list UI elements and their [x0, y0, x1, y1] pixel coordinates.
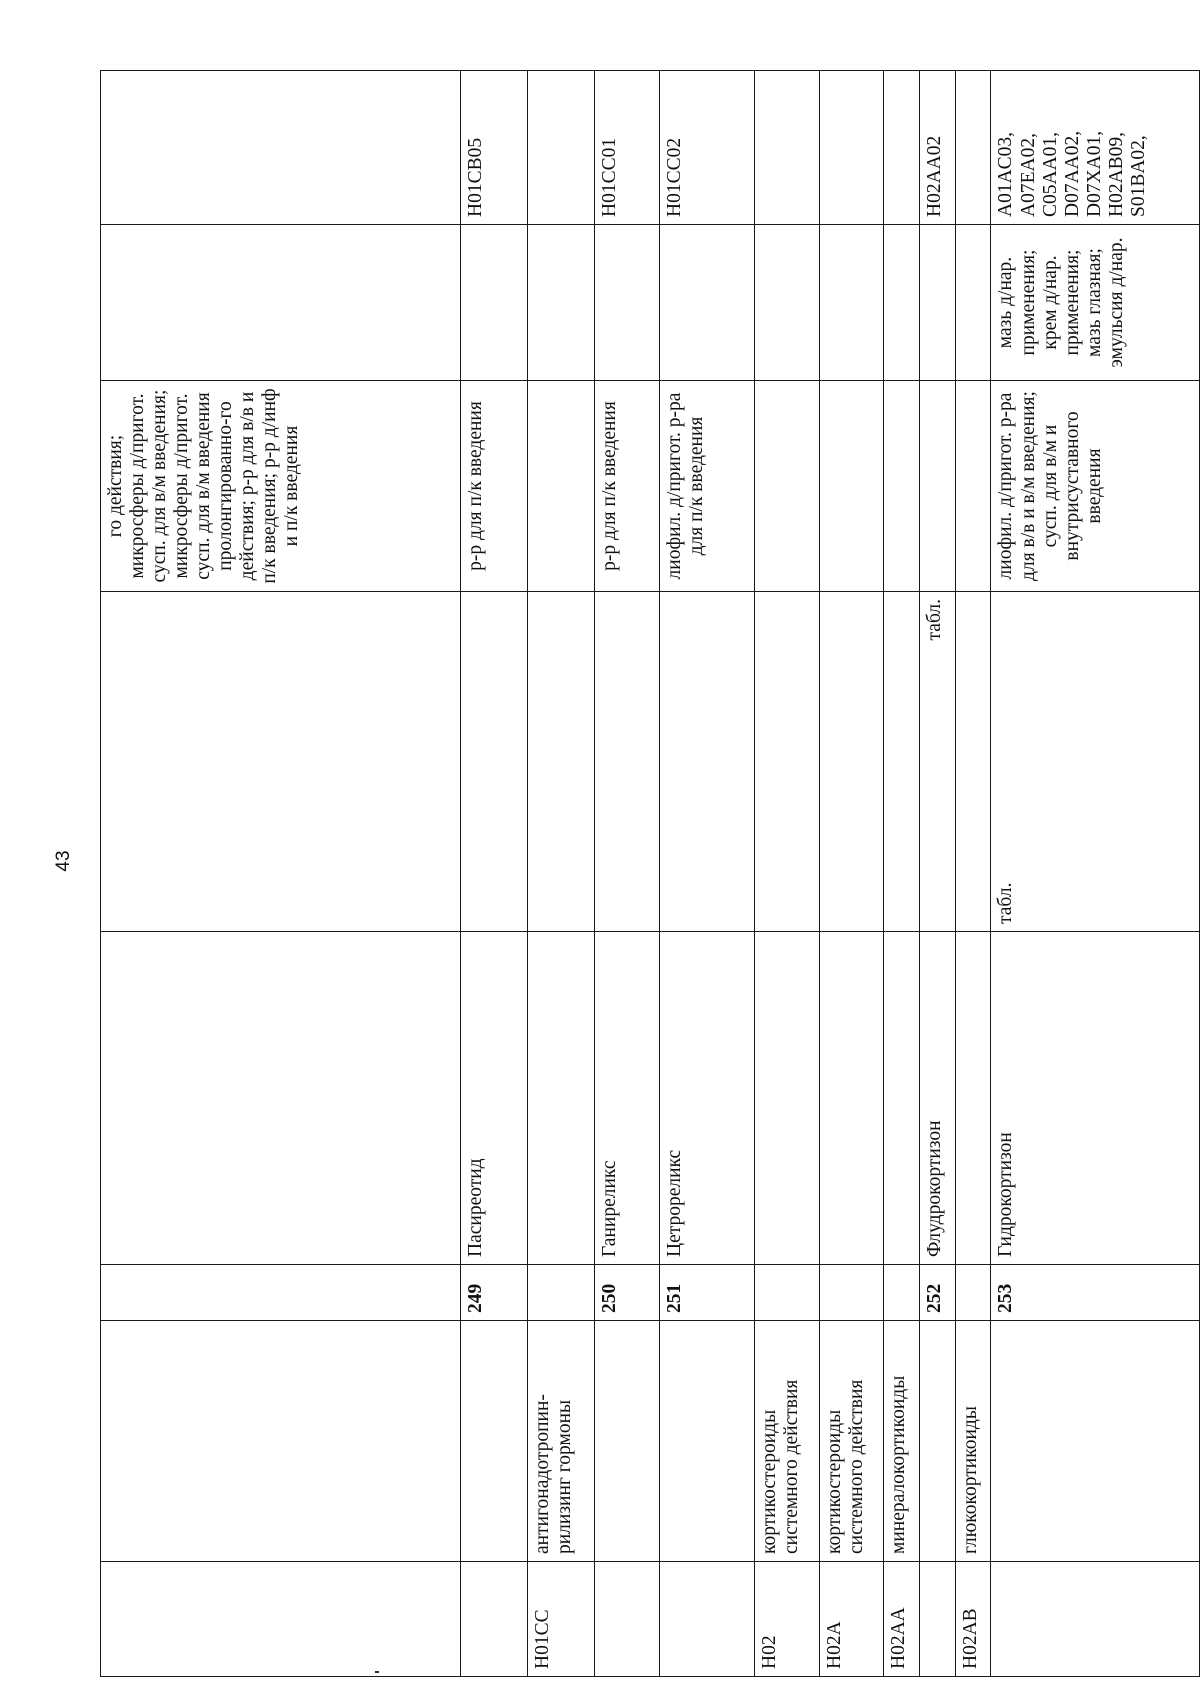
atc-group-code-cell: H02AA: [883, 1562, 919, 1677]
page-number: 43: [53, 850, 74, 872]
topical-form-cell: [919, 225, 955, 381]
injectable-form-cell: [755, 381, 820, 592]
atc-group-code-cell: [991, 1562, 1200, 1677]
topical-form-cell: [595, 225, 660, 381]
table-row: [991, 71, 1200, 1677]
group-name-cell: [101, 1321, 461, 1562]
table-row: [955, 71, 991, 1677]
atc-group-code-cell: [461, 1562, 528, 1677]
atc-code-cell: H01CB05: [461, 71, 528, 225]
injectable-form-cell: [820, 381, 884, 592]
topical-form-cell: [955, 225, 991, 381]
group-name-cell: минералокортикоиды: [883, 1321, 919, 1562]
drug-name-cell: Цетрореликс: [660, 932, 755, 1265]
row-number-cell: [101, 1265, 461, 1321]
oral-form-cell: [528, 592, 595, 932]
oral-form-cell: табл.: [991, 592, 1200, 932]
atc-code-cell: [528, 71, 595, 225]
drug-name-cell: Пасиреотид: [461, 932, 528, 1265]
atc-group-code-cell: H01CC: [528, 1562, 595, 1677]
drug-name-cell: [101, 932, 461, 1265]
atc-group-code-cell: H02A: [820, 1562, 884, 1677]
injectable-form-cell: лиофил. д/пригот. р-ра для п/к введения: [660, 381, 755, 592]
group-name-cell: [660, 1321, 755, 1562]
table-row: [820, 71, 884, 1677]
group-name-cell: антигонадотропин-рилизинг гормоны: [528, 1321, 595, 1562]
atc-code-cell: A01AC03, A07EA02, C05AA01, D07AA02, D07XA01, H02AB09, S01BA02,: [991, 71, 1200, 225]
oral-form-cell: [595, 592, 660, 932]
oral-form-cell: [755, 592, 820, 932]
table-row: [101, 71, 461, 1677]
table-row: [755, 71, 820, 1677]
atc-code-cell: [955, 71, 991, 225]
drug-name-cell: Флудрокортизон: [919, 932, 955, 1265]
atc-code-cell: H01CC02: [660, 71, 755, 225]
atc-group-code-cell: [101, 1562, 461, 1677]
group-name-cell: [919, 1321, 955, 1562]
group-name-cell: [461, 1321, 528, 1562]
table-row: [461, 71, 528, 1677]
injectable-form-cell: [883, 381, 919, 592]
row-number-cell: [528, 1265, 595, 1321]
injectable-form-cell: го действия; микросферы д/пригот. сусп. для в/м введения; микросферы д/пригот. сусп. для в/м введения пролонгированно-го действия; р-р для в/в и п/к введения; р-р д/инф и п/к введения: [101, 381, 461, 592]
oral-form-cell: [955, 592, 991, 932]
atc-group-code-cell: H02: [755, 1562, 820, 1677]
table-row: [595, 71, 660, 1677]
group-name-cell: [595, 1321, 660, 1562]
injectable-form-cell: лиофил. д/пригот. р-ра для в/в и в/м введения; сусп. для в/м и внутрисуставного введения: [991, 381, 1200, 592]
atc-group-code-cell: [919, 1562, 955, 1677]
drug-name-cell: [883, 932, 919, 1265]
drug-table-container: [100, 71, 1200, 1677]
oral-form-cell: табл.: [919, 592, 955, 932]
atc-code-cell: [101, 71, 461, 225]
table-row: [528, 71, 595, 1677]
injectable-form-cell: р-р для п/к введения: [461, 381, 528, 592]
topical-form-cell: [755, 225, 820, 381]
row-number-cell: 251: [660, 1265, 755, 1321]
topical-form-cell: [883, 225, 919, 381]
drug-table: [100, 70, 1200, 1677]
drug-name-cell: Ганиреликс: [595, 932, 660, 1265]
row-number-cell: 252: [919, 1265, 955, 1321]
injectable-form-cell: [528, 381, 595, 592]
group-name-cell: кортикостероиды системного действия: [820, 1321, 884, 1562]
row-number-cell: 249: [461, 1265, 528, 1321]
drug-name-cell: Гидрокортизон: [991, 932, 1200, 1265]
oral-form-cell: [101, 592, 461, 932]
oral-form-cell: [660, 592, 755, 932]
oral-form-cell: [461, 592, 528, 932]
topical-form-cell: [528, 225, 595, 381]
table-row: [660, 71, 755, 1677]
injectable-form-cell: [955, 381, 991, 592]
atc-code-cell: [820, 71, 884, 225]
row-number-cell: [883, 1265, 919, 1321]
atc-code-cell: [755, 71, 820, 225]
group-name-cell: глюкокортикоиды: [955, 1321, 991, 1562]
topical-form-cell: [101, 225, 461, 381]
atc-code-cell: H02AA02: [919, 71, 955, 225]
atc-group-code-cell: H02AB: [955, 1562, 991, 1677]
drug-name-cell: [755, 932, 820, 1265]
table-row: [883, 71, 919, 1677]
atc-group-code-cell: [660, 1562, 755, 1677]
drug-name-cell: [528, 932, 595, 1265]
group-name-cell: кортикостероиды системного действия: [755, 1321, 820, 1562]
row-number-cell: [755, 1265, 820, 1321]
row-number-cell: [955, 1265, 991, 1321]
row-number-cell: 253: [991, 1265, 1200, 1321]
topical-form-cell: мазь д/нар. применения; крем д/нар. применения; мазь глазная; эмульсия д/нар.: [991, 225, 1200, 381]
drug-name-cell: [955, 932, 991, 1265]
atc-code-cell: [883, 71, 919, 225]
topical-form-cell: [820, 225, 884, 381]
topical-form-cell: [461, 225, 528, 381]
atc-code-cell: H01CC01: [595, 71, 660, 225]
oral-form-cell: [883, 592, 919, 932]
drug-name-cell: [820, 932, 884, 1265]
injectable-form-cell: [919, 381, 955, 592]
row-number-cell: [820, 1265, 884, 1321]
topical-form-cell: [660, 225, 755, 381]
atc-group-code-cell: [595, 1562, 660, 1677]
oral-form-cell: [820, 592, 884, 932]
row-number-cell: 250: [595, 1265, 660, 1321]
injectable-form-cell: р-р для п/к введения: [595, 381, 660, 592]
table-row: [919, 71, 955, 1677]
group-name-cell: [991, 1321, 1200, 1562]
